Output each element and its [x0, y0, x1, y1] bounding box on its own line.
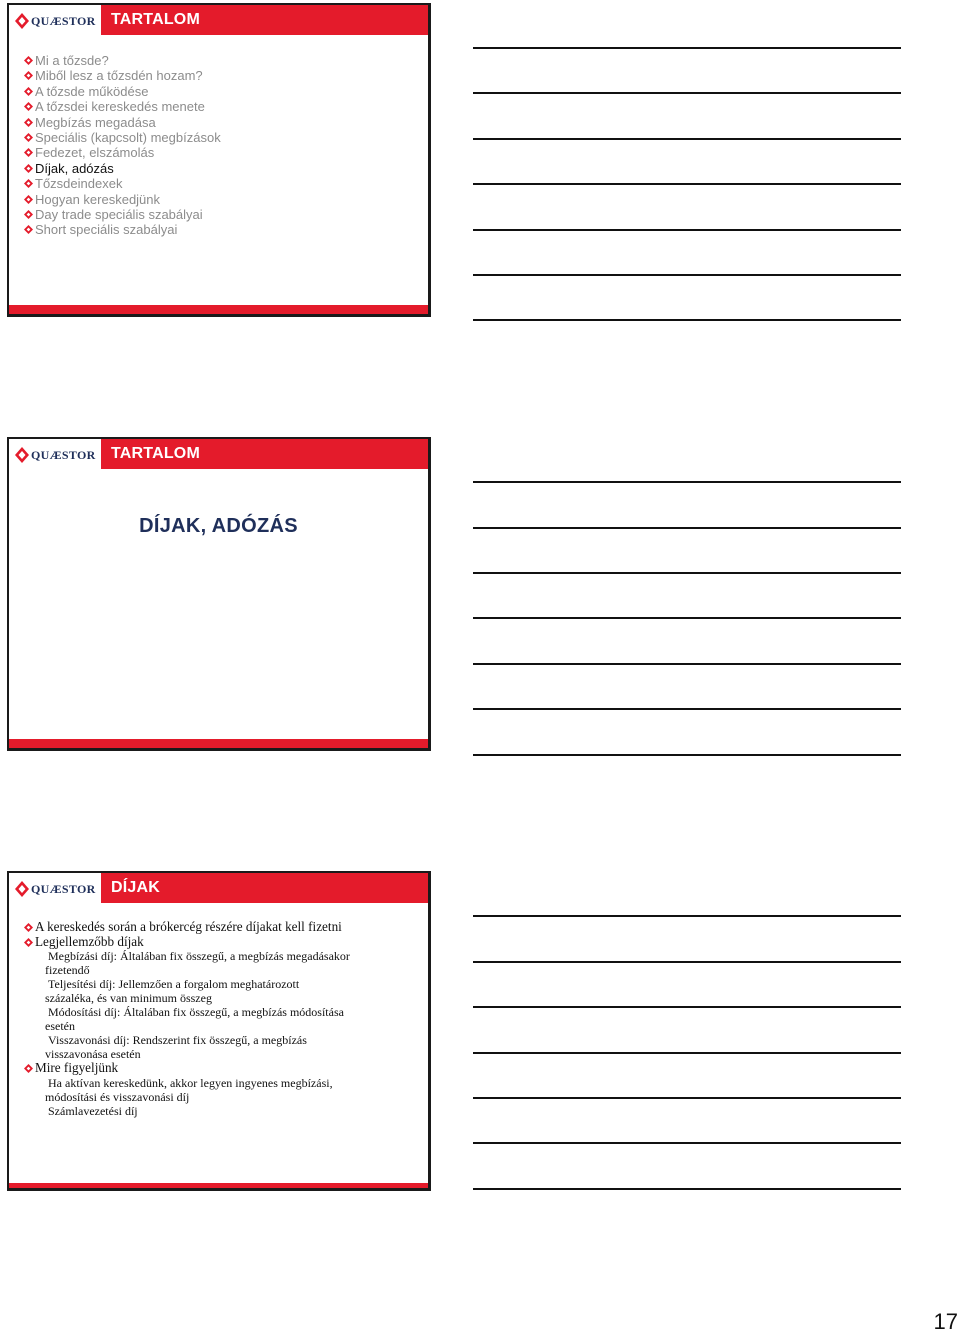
note-line [473, 915, 901, 917]
note-line [473, 572, 901, 574]
fee-sub-text-continued: esetén [45, 1019, 75, 1033]
toc-item-label: A tőzsde működése [35, 83, 149, 99]
bottom-bar [9, 305, 428, 314]
note-line [473, 1052, 901, 1054]
toc-item [24, 53, 221, 68]
logo-diamond-icon [15, 881, 29, 897]
toc-item-label: A tőzsdei kereskedés menete [35, 99, 205, 115]
logo-area [9, 5, 101, 35]
fee-sub-text-continued: visszavonása esetén [45, 1047, 141, 1061]
fee-sub-item [24, 977, 418, 1005]
note-line [473, 481, 901, 483]
toc-item-label: Day trade speciális szabályai [35, 207, 203, 223]
toc-item [24, 176, 221, 191]
fee-sub-text: Megbízási díj: Általában fix összegű, a megbízás megadásakor [48, 949, 350, 963]
fee-sub-item [24, 1104, 418, 1118]
quaestor-logo [15, 880, 96, 898]
note-line [473, 183, 901, 185]
bullet-diamond-icon [24, 102, 33, 111]
toc-item-label: Short speciális szabályai [35, 222, 178, 238]
fee-sub-text-continued: módosítási és visszavonási díj [45, 1089, 190, 1104]
slide-title: TARTALOM [111, 11, 200, 28]
logo-text: QUÆSTOR [31, 447, 96, 462]
bullet-diamond-icon [24, 148, 33, 157]
logo-text: QUÆSTOR [31, 881, 96, 896]
fee-sub-text: Számlavezetési díj [48, 1103, 138, 1118]
toc-item [24, 68, 221, 83]
toc-item [24, 145, 221, 160]
note-line [473, 138, 901, 140]
fee-sub-text: Módosítási díj: Általában fix összegű, a megbízás módosítása [48, 1005, 344, 1019]
bullet-diamond-icon [24, 87, 33, 96]
toc-item [24, 161, 221, 176]
fee-sub-item [24, 1033, 418, 1061]
logo-area [9, 873, 101, 903]
bullet-diamond-icon [24, 56, 33, 65]
slide-title: TARTALOM [111, 445, 200, 462]
bullet-diamond-icon [24, 133, 33, 142]
note-line [473, 617, 901, 619]
header-bar [101, 873, 428, 903]
fee-bullet-text: Legjellemzőbb díjak [35, 933, 144, 949]
note-line [473, 663, 901, 665]
bottom-bar [9, 739, 428, 748]
toc-item-label: Fedezet, elszámolás [35, 145, 155, 161]
toc-item [24, 207, 221, 222]
note-line [473, 274, 901, 276]
toc-item-label: Speciális (kapcsolt) megbízások [35, 130, 221, 146]
fee-sub-item [24, 1076, 418, 1104]
bullet-diamond-icon [24, 210, 33, 219]
quaestor-logo [15, 446, 96, 464]
toc-item [24, 130, 221, 145]
slide-3 [7, 871, 431, 1191]
note-line [473, 319, 901, 321]
header-bar [101, 5, 428, 35]
fee-bullet-text: Mire figyeljünk [35, 1060, 119, 1075]
toc-item [24, 115, 221, 130]
bullet-diamond-icon [24, 71, 33, 80]
toc-item [24, 99, 221, 114]
toc-item-label: Hogyan kereskedjünk [35, 191, 161, 207]
note-line [473, 1006, 901, 1008]
logo-diamond-icon [15, 13, 29, 29]
fee-sub-text: Teljesítési díj: Jellemzően a forgalom meghatározott [48, 977, 300, 991]
fees-list [24, 920, 418, 1118]
note-line [473, 92, 901, 94]
toc-item-label: Mi a tőzsde? [35, 53, 109, 68]
fee-sub-text-continued: fizetendő [45, 963, 90, 977]
page-number: 17 [933, 1309, 958, 1334]
note-line [473, 961, 901, 963]
bullet-diamond-icon [24, 938, 33, 947]
note-line [473, 229, 901, 231]
bullet-diamond-icon [24, 923, 33, 932]
header-bar [101, 439, 428, 469]
toc-list [24, 53, 221, 238]
fee-bullet [24, 935, 418, 950]
slide-title: DÍJAK [111, 879, 161, 896]
logo-text: QUÆSTOR [31, 13, 96, 28]
fee-sub-text-continued: százaléka, és van minimum összeg [45, 991, 212, 1005]
note-line [473, 47, 901, 49]
fee-bullet-text: A kereskedés során a brókercég részére díjakat kell fizetni [35, 919, 342, 934]
toc-item-label: Díjak, adózás [35, 160, 114, 176]
fee-sub-item [24, 1005, 418, 1033]
bottom-bar [9, 1183, 428, 1188]
fee-sub-text: Visszavonási díj: Rendszerint fix összegű, a megbízás [48, 1033, 307, 1047]
toc-item-label: Tőzsdeindexek [35, 176, 123, 192]
logo-diamond-icon [15, 447, 29, 463]
slide-1 [7, 3, 431, 317]
logo-area [9, 439, 101, 469]
toc-item-label: Megbízás megadása [35, 114, 156, 130]
toc-item [24, 84, 221, 99]
note-line [473, 708, 901, 710]
note-line [473, 754, 901, 756]
note-line [473, 1097, 901, 1099]
section-title: DÍJAK, ADÓZÁS [139, 515, 298, 537]
bullet-diamond-icon [24, 225, 33, 234]
slide-2 [7, 437, 431, 751]
bullet-diamond-icon [24, 1064, 33, 1073]
bullet-diamond-icon [24, 195, 33, 204]
bullet-diamond-icon [24, 164, 33, 173]
fee-sub-item [24, 949, 418, 977]
bullet-diamond-icon [24, 179, 33, 188]
quaestor-logo [15, 12, 96, 30]
fee-bullet [24, 920, 418, 935]
note-line [473, 1188, 901, 1190]
toc-item [24, 192, 221, 207]
toc-item [24, 222, 221, 237]
bullet-diamond-icon [24, 118, 33, 127]
note-line [473, 527, 901, 529]
fee-sub-text: Ha aktívan kereskedünk, akkor legyen ingyenes megbízási, [48, 1075, 333, 1090]
note-line [473, 1142, 901, 1144]
fee-bullet [24, 1061, 418, 1076]
toc-item-label: Miből lesz a tőzsdén hozam? [35, 68, 203, 84]
